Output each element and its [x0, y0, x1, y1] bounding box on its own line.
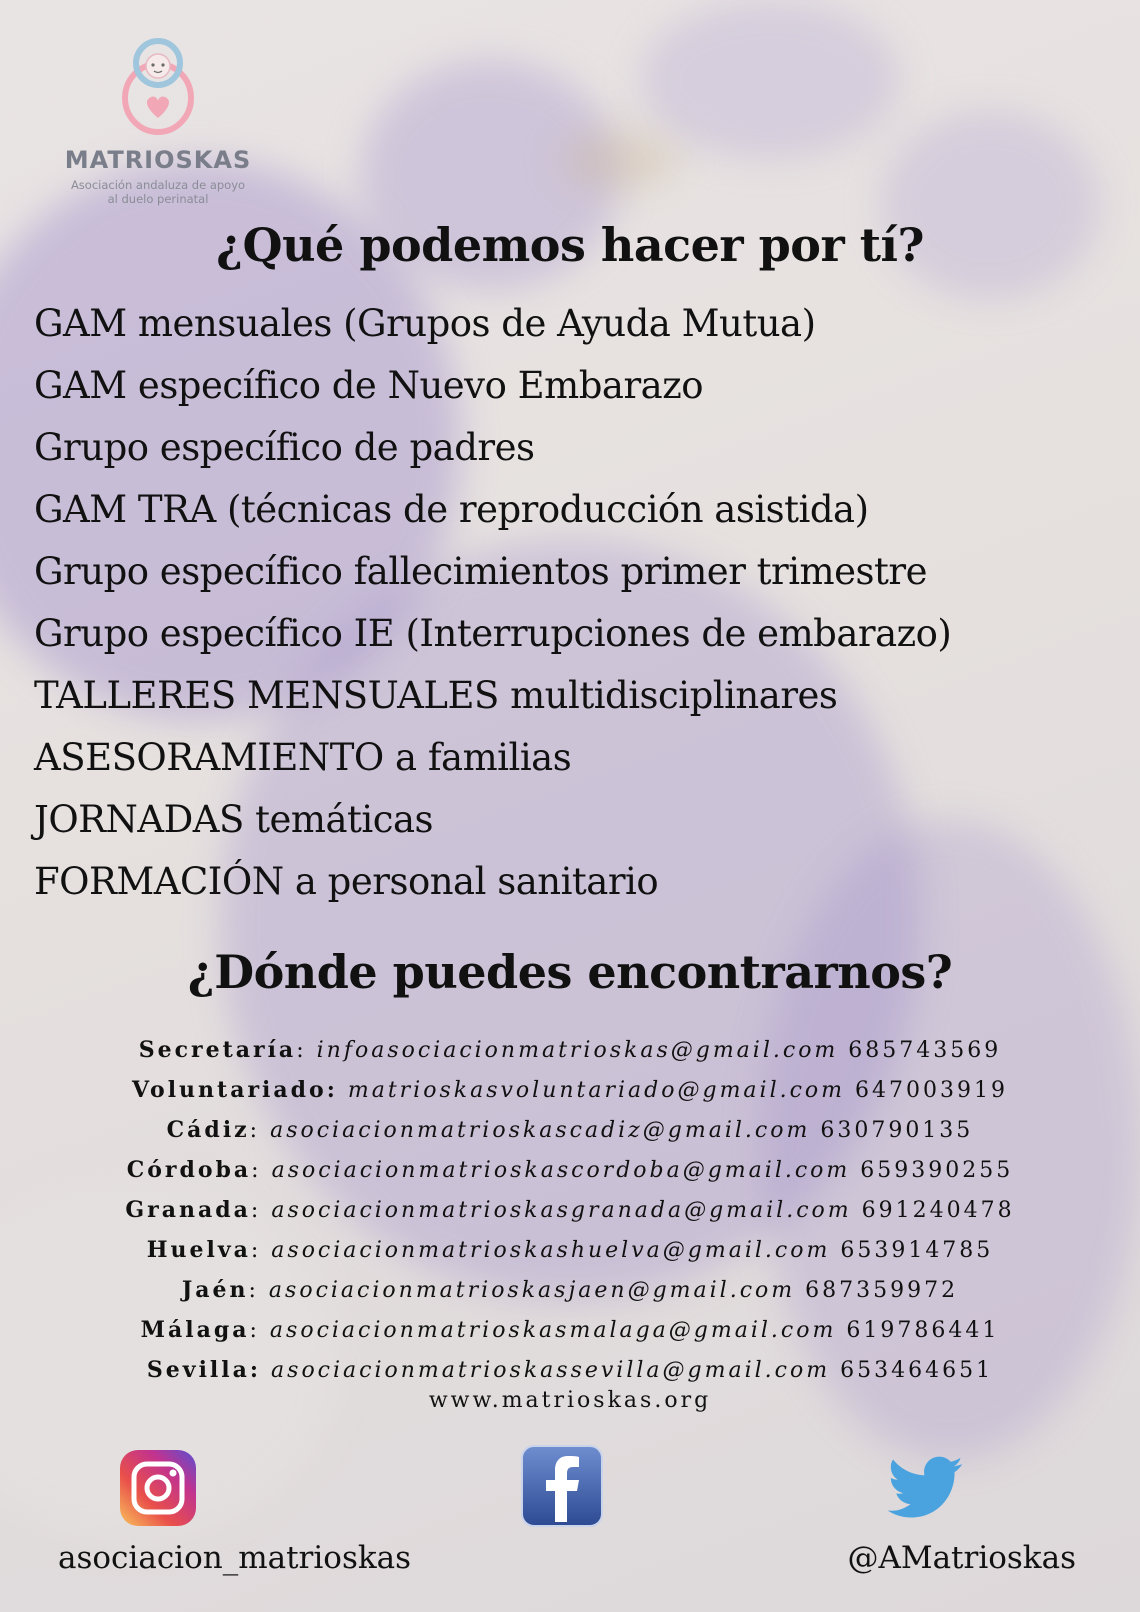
contacts-heading: ¿Dónde puedes encontrarnos?: [187, 945, 953, 999]
logo-subtitle: [58, 178, 258, 206]
contact-row: [0, 1350, 1140, 1390]
service-item: GAM TRA (técnicas de reproducción asistida): [34, 488, 869, 531]
contact-phone[interactable]: 653464651: [840, 1358, 994, 1383]
website-link[interactable]: www.matrioskas.org: [428, 1388, 712, 1413]
contact-label: Huelva: [146, 1237, 251, 1263]
contact-email[interactable]: asociacionmatrioskassevilla@gmail.com: [271, 1358, 831, 1383]
contact-row: [0, 1190, 1140, 1230]
contacts-list: [0, 1030, 1140, 1390]
facebook-icon[interactable]: [520, 1444, 604, 1532]
contact-phone[interactable]: 685743569: [848, 1038, 1002, 1063]
contact-row: [0, 1230, 1140, 1270]
contact-email[interactable]: asociacionmatrioskascordoba@gmail.com: [271, 1158, 851, 1183]
matrioskas-logo: [58, 36, 258, 216]
service-item: GAM específico de Nuevo Embarazo: [34, 364, 703, 407]
contact-phone[interactable]: 619786441: [846, 1318, 1000, 1343]
contact-email[interactable]: asociacionmatrioskasgranada@gmail.com: [271, 1198, 852, 1223]
contact-separator: :: [249, 1318, 270, 1343]
contact-phone[interactable]: 653914785: [840, 1238, 994, 1263]
service-item: Grupo específico IE (Interrupciones de embarazo): [34, 612, 952, 655]
matryoshka-doll-icon: [118, 36, 198, 136]
contact-phone[interactable]: 630790135: [820, 1118, 974, 1143]
contact-email[interactable]: asociacionmatrioskascadiz@gmail.com: [270, 1118, 811, 1143]
contact-label: Secretaría: [138, 1037, 297, 1063]
services-heading: ¿Qué podemos hacer por tí?: [216, 218, 924, 272]
contact-separator: :: [250, 1238, 272, 1263]
twitter-handle[interactable]: @AMatrioskas: [847, 1540, 1076, 1576]
contact-label: Sevilla:: [146, 1357, 262, 1383]
contact-phone[interactable]: 691240478: [861, 1198, 1015, 1223]
twitter-bird-icon[interactable]: [888, 1456, 964, 1524]
contact-label: Málaga: [140, 1317, 250, 1343]
contact-label: Jaén: [181, 1277, 249, 1303]
contact-phone[interactable]: 647003919: [855, 1078, 1009, 1103]
services-list: [34, 293, 951, 913]
contact-row: [0, 1110, 1140, 1150]
instagram-handle[interactable]: asociacion_matrioskas: [58, 1540, 412, 1576]
contact-separator: [261, 1358, 271, 1383]
contact-label: Voluntariado:: [131, 1077, 338, 1103]
service-item: FORMACIÓN a personal sanitario: [34, 860, 659, 903]
contact-separator: :: [248, 1278, 269, 1303]
contact-label: Granada: [125, 1197, 251, 1223]
contact-phone[interactable]: 659390255: [860, 1158, 1014, 1183]
instagram-icon[interactable]: [118, 1448, 198, 1532]
service-item: Grupo específico fallecimientos primer trimestre: [34, 550, 927, 593]
contact-separator: :: [251, 1158, 272, 1183]
contact-row: [0, 1030, 1140, 1070]
logo-name: MATRIOSKAS: [64, 146, 252, 174]
contact-email[interactable]: matrioskasvoluntariado@gmail.com: [347, 1078, 846, 1103]
contact-row: [0, 1150, 1140, 1190]
contact-label: Cádiz: [166, 1117, 250, 1143]
contact-separator: :: [249, 1118, 271, 1143]
logo-subtitle-line2: al duelo perinatal: [107, 192, 209, 206]
contact-phone[interactable]: 687359972: [805, 1278, 959, 1303]
service-item: JORNADAS temáticas: [34, 798, 433, 841]
contact-separator: :: [296, 1038, 317, 1063]
contact-separator: [338, 1078, 348, 1103]
service-item: Grupo específico de padres: [34, 426, 535, 469]
contact-separator: :: [250, 1198, 272, 1223]
service-item: TALLERES MENSUALES multidisciplinares: [34, 674, 838, 717]
contact-email[interactable]: asociacionmatrioskasjaen@gmail.com: [268, 1278, 796, 1303]
service-item: ASESORAMIENTO a familias: [34, 736, 572, 779]
contact-label: Córdoba: [126, 1157, 252, 1183]
contact-row: [0, 1310, 1140, 1350]
contact-email[interactable]: asociacionmatrioskashuelva@gmail.com: [271, 1238, 831, 1263]
contact-row: [0, 1270, 1140, 1310]
contact-email[interactable]: infoasociacionmatrioskas@gmail.com: [316, 1038, 839, 1063]
service-item: GAM mensuales (Grupos de Ayuda Mutua): [34, 302, 816, 345]
contact-row: [0, 1070, 1140, 1110]
contact-email[interactable]: asociacionmatrioskasmalaga@gmail.com: [269, 1318, 837, 1343]
logo-subtitle-line1: Asociación andaluza de apoyo: [70, 178, 246, 192]
